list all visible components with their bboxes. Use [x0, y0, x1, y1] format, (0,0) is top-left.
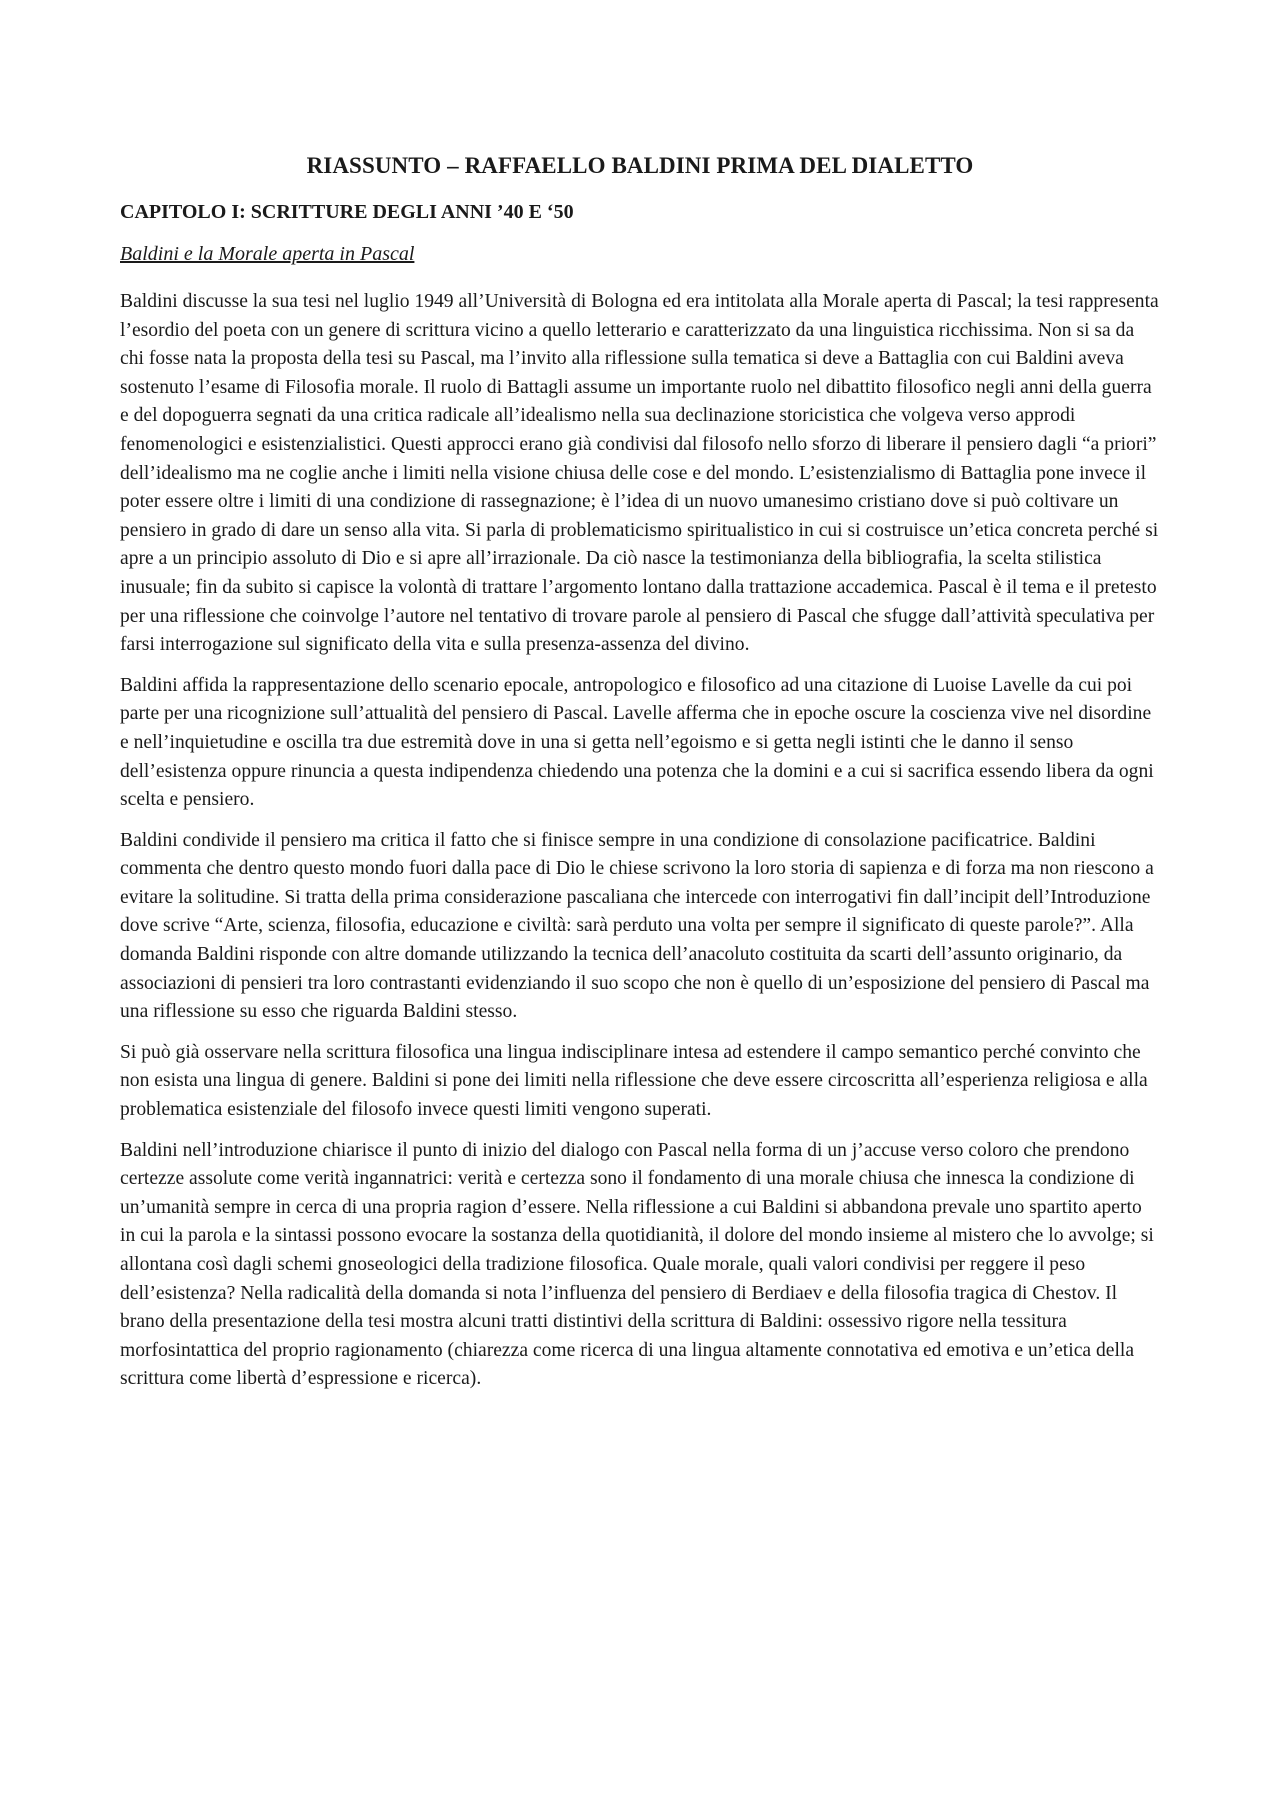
body-paragraph-1: Baldini discusse la sua tesi nel luglio 1949 all’Università di Bologna ed era intitolata alla Morale aperta di Pascal; la tesi rappresenta l’esordio del poeta con un genere di scrittura vicino a quello letterario e caratterizzato da una linguistica ricchissima. Non si sa da chi fosse nata la proposta della tesi su Pascal, ma l’invito alla riflessione sulla tematica si deve a Battaglia con cui Baldini aveva sostenuto l’esame di Filosofia morale. Il ruolo di Battagli assume un importante ruolo nel dibattito filosofico negli anni della guerra e del dopoguerra segnati da una critica radicale all’idealismo nella sua declinazione storicistica che volgeva verso approdi fenomenologici e esistenzialistici. Questi approcci erano già condivisi dal filosofo nello sforzo di liberare il pensiero dagli “a priori” dell’idealismo ma ne coglie anche i limiti nella visione chiusa delle cose e del mondo. L’esistenzialismo di Battaglia pone invece il poter essere oltre i limiti di una condizione di rassegnazione; è l’idea di un nuovo umanesimo cristiano dove si può coltivare un pensiero in grado di dare un senso alla vita. Si parla di problematicismo spiritualistico in cui si costruisce un’etica concreta perché si apre a un principio assoluto di Dio e si apre all’irrazionale. Da ciò nasce la testimonianza della bibliografia, la scelta stilistica inusuale; fin da subito si capisce la volontà di trattare l’argomento lontano dalla trattazione accademica. Pascal è il tema e il pretesto per una riflessione che coinvolge l’autore nel tentativo di trovare parole al pensiero di Pascal che sfugge dall’attività speculativa per farsi interrogazione sul significato della vita e sulla presenza-assenza del divino.	[120, 291, 1159, 656]
section-heading: Baldini e la Morale aperta in Pascal	[120, 243, 415, 265]
body-paragraph-2: Baldini affida la rappresentazione dello scenario epocale, antropologico e filosofico ad una citazione di Luoise Lavelle da cui poi parte per una ricognizione sull’attualità del pensiero di Pascal. Lavelle afferma che in epoche oscure la coscienza vive nel disordine e nell’inquietudine e oscilla tra due estremità dove in una si getta nell’egoismo e si getta negli istinti che le danno il senso dell’esistenza oppure rinuncia a questa indipendenza chiedendo una potenza che la domini e a cui si sacrifica essendo libera da ogni scelta e pensiero.	[120, 674, 1154, 811]
document-title: RIASSUNTO – RAFFAELLO BALDINI PRIMA DEL DIALETTO	[306, 153, 974, 178]
body-paragraph-3: Baldini condivide il pensiero ma critica il fatto che si finisce sempre in una condizione di consolazione pacificatrice. Baldini commenta che dentro questo mondo fuori dalla pace di Dio le chiese scrivono la loro storia di sapienza e di forza ma non riescono a evitare la solitudine. Si tratta della prima considerazione pascaliana che intercede con interrogativi fin dall’incipit dell’Introduzione dove scrive “Arte, scienza, filosofia, educazione e civiltà: sarà perduto una volta per sempre il significato di queste parole?”. Alla domanda Baldini risponde con altre domande utilizzando la tecnica dell’anacoluto costituita da scarti dell’assunto originario, da associazioni di pensieri tra loro contrastanti evidenziando il suo scopo che non è quello di un’esposizione del pensiero di Pascal ma una riflessione su esso che riguarda Baldini stesso.	[120, 829, 1154, 1023]
chapter-heading: CAPITOLO I: SCRITTURE DEGLI ANNI ’40 E ‘50	[120, 201, 574, 223]
body-paragraph-5: Baldini nell’introduzione chiarisce il punto di inizio del dialogo con Pascal nella forma di un j’accuse verso coloro che prendono certezze assolute come verità ingannatrici: verità e certezza sono il fondamento di una morale chiusa che innesca la condizione di un’umanità sempre in cerca di una propria ragion d’essere. Nella riflessione a cui Baldini si abbandona prevale uno spartito aperto in cui la parola e la sintassi possono evocare la sostanza della quotidianità, il dolore del mondo insieme al mistero che lo avvolge; si allontana così dagli schemi gnoseologici della tradizione filosofica. Quale morale, quali valori condivisi per reggere il peso dell’esistenza? Nella radicalità della domanda si nota l’influenza del pensiero di Berdiaev e della filosofia tragica di Chestov. Il brano della presentazione della tesi mostra alcuni tratti distintivi della scrittura di Baldini: ossessivo rigore nella tessitura morfosintattica del proprio ragionamento (chiarezza come ricerca di una lingua altamente connotativa ed emotiva e un’etica della scrittura come libertà d’espressione e ricerca).	[120, 1139, 1154, 1390]
body-paragraph-4: Si può già osservare nella scrittura filosofica una lingua indisciplinare intesa ad estendere il campo semantico perché convinto che non esista una lingua di genere. Baldini si pone dei limiti nella riflessione che deve essere circoscritta all’esperienza religiosa e alla problematica esistenziale del filosofo invece questi limiti vengono superati.	[120, 1041, 1148, 1121]
document-page	[120, 148, 1160, 1394]
